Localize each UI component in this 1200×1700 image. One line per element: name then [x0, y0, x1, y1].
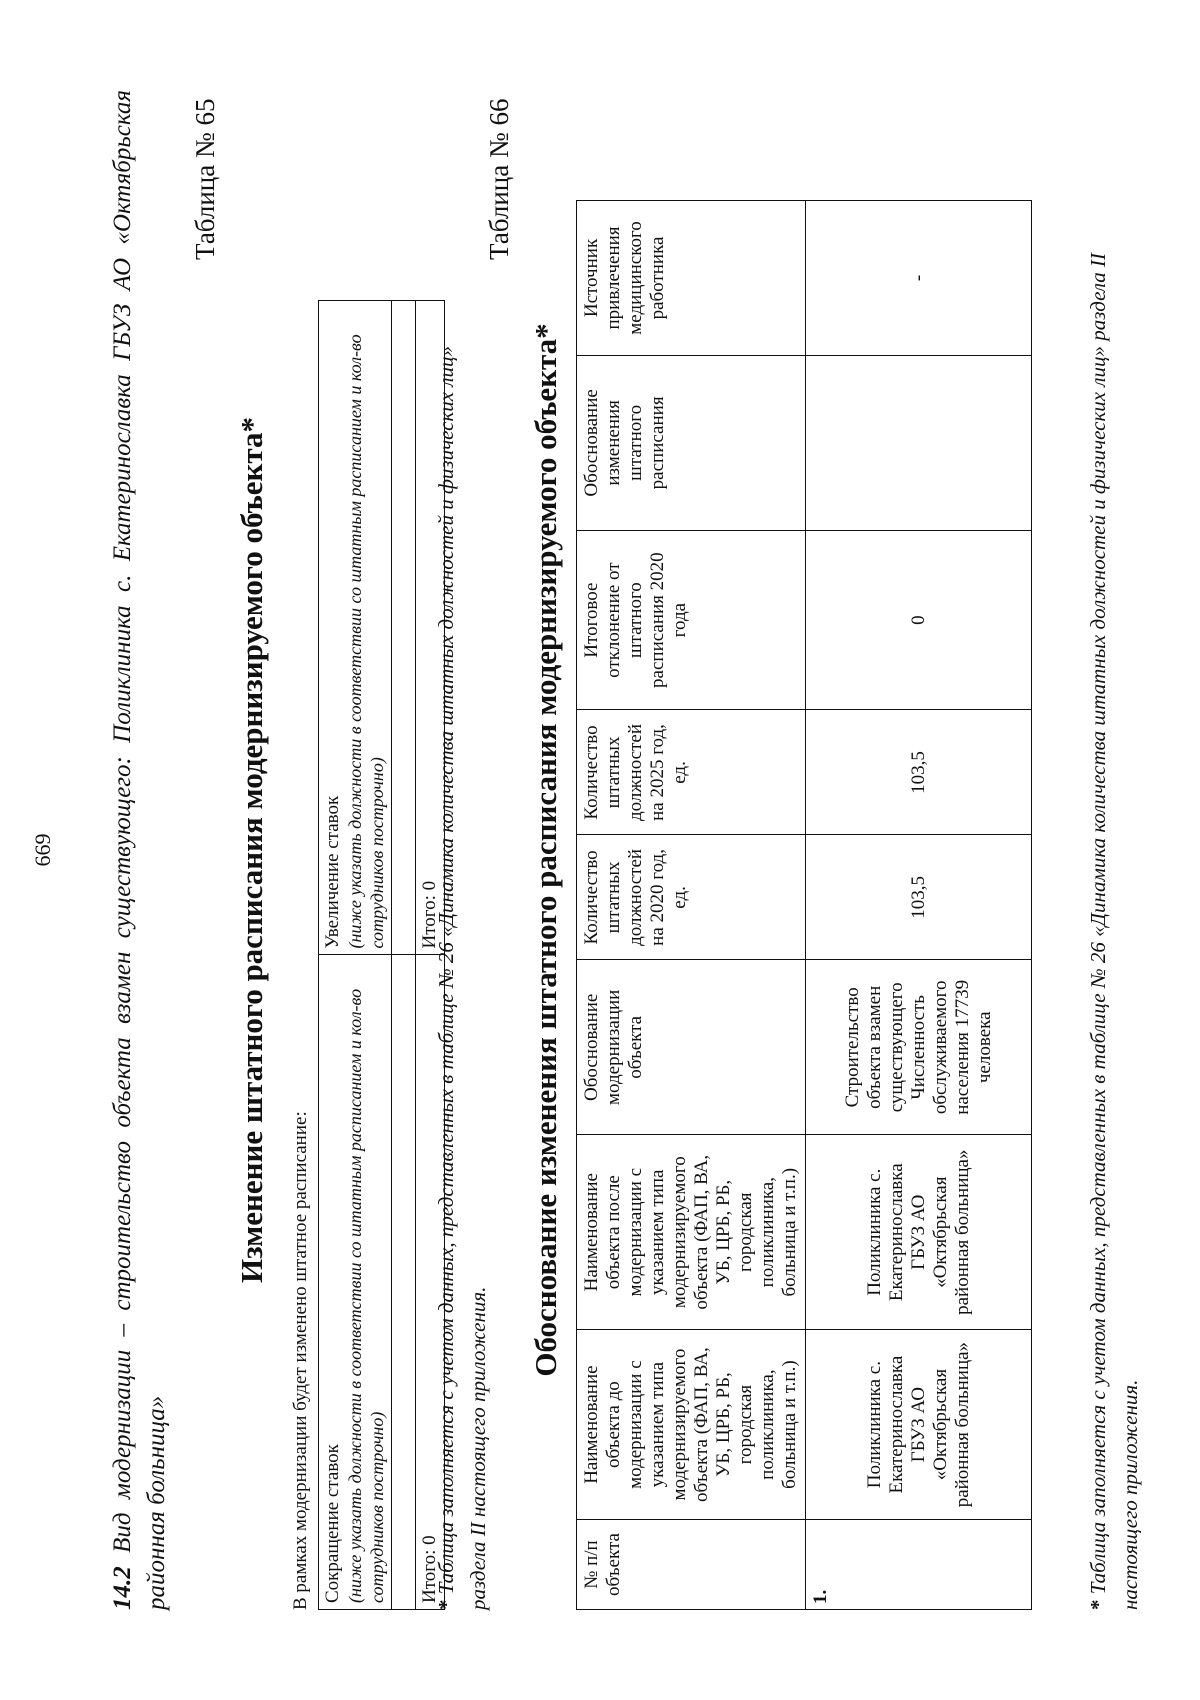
header-col-deviation: Итоговое отклонение от штатного расписания 2020 года: [577, 530, 806, 710]
header-col-name-after: Наименование объекта после модернизации с указанием типа модернизируемого объекта (ФАП, ВА, УБ, ЦРБ, РБ, городская поликлиника, больница и т.п.): [577, 1135, 806, 1330]
empty-cell: [392, 301, 416, 956]
decrease-subheader: (ниже указать должности в соответствии со штатным расписанием и кол-во сотрудников построчно): [345, 988, 387, 1603]
table-header-row: [577, 201, 806, 1610]
decrease-header-cell: [319, 955, 392, 1610]
table66-title: Обоснование изменения штатного расписания модернизируемого объекта*: [528, 323, 563, 1377]
table65-lead-text: В рамках модернизации будет изменено штатное расписание:: [290, 1111, 311, 1610]
header-col-positions-2025: Количество штатных должностей на 2025 год, ед.: [577, 710, 806, 835]
increase-total: Итого: 0: [416, 301, 445, 956]
cell-col-positions-2025: 103,5: [806, 710, 1032, 835]
footnote-marker: *: [1086, 1599, 1110, 1610]
page-number: 669: [30, 833, 55, 867]
empty-cell: [392, 955, 416, 1610]
footnote-text: Таблица заполняется с учетом данных, представленных в таблице № 26 «Динамика количества штатных должностей и физических лиц» раздела II настоящего приложения.: [434, 345, 490, 1610]
header-col-worker-source: Источник привлечения медицинского работника: [577, 201, 806, 356]
table-row: [392, 301, 416, 1610]
section-heading-prefix: Вид модернизации – строительство объекта взамен существующего:: [109, 756, 136, 1553]
header-col-name-before: Наименование объекта до модернизации с указанием типа модернизируемого объекта (ФАП, ВА, УБ, ЦРБ, РБ, городская поликлиника, больница и т.п.): [577, 1330, 806, 1520]
cell-col-worker-source: -: [806, 201, 1032, 356]
footnote-text: Таблица заполняется с учетом данных, представленных в таблице № 26 «Динамика количества штатных должностей и физических лиц» раздела II настоящего приложения.: [1086, 252, 1142, 1610]
cell-col-change-reason: [806, 355, 1032, 530]
staffing-justification-table: [576, 200, 1032, 1610]
cell-col-deviation: 0: [806, 530, 1032, 710]
cell-col-name-after: Поликлиника с. Екатеринославка ГБУЗ АО «Октябрьская районная больница»: [806, 1135, 1032, 1330]
decrease-header: Сокращение ставок: [322, 1444, 343, 1603]
increase-header: Увеличение ставок: [322, 795, 343, 949]
table65-title: Изменение штатного расписания модернизируемого объекта*: [234, 416, 269, 1284]
decrease-total: Итого: 0: [416, 955, 445, 1610]
table65-footnote: [430, 290, 494, 1610]
header-col-positions-2020: Количество штатных должностей на 2020 год, ед.: [577, 835, 806, 960]
table65-label: Таблица № 65: [190, 98, 220, 260]
cell-col-number: 1.: [806, 1520, 1032, 1610]
table66-label: Таблица № 66: [484, 98, 514, 260]
cell-col-positions-2020: 103,5: [806, 835, 1032, 960]
section-object-name: Поликлиника с. Екатеринославка ГБУЗ АО «Октябрьская районная больница»: [109, 89, 170, 1610]
staffing-change-table: [318, 300, 445, 1610]
header-col-justification: Обоснование модернизации объекта: [577, 960, 806, 1135]
increase-subheader: (ниже указать должности в соответствии со штатным расписанием и кол-во сотрудников построчно): [345, 334, 387, 949]
section-heading: [106, 90, 174, 1610]
table-row: [319, 301, 392, 1610]
header-col-change-reason: Обоснование изменения штатного расписания: [577, 355, 806, 530]
cell-col-justification: Строительство объекта взамен существующего Численность обслуживаемого населения 17739 человека: [806, 960, 1032, 1135]
section-number: 14.2: [109, 1566, 136, 1610]
table66-footnote: [1082, 190, 1146, 1610]
cell-col-name-before: Поликлиника с. Екатеринославка ГБУЗ АО «Октябрьская районная больница»: [806, 1330, 1032, 1520]
increase-header-cell: [319, 301, 392, 956]
header-col-number: № п/п объекта: [577, 1520, 806, 1610]
table-row: [806, 201, 1032, 1610]
footnote-marker: *: [434, 1599, 458, 1610]
